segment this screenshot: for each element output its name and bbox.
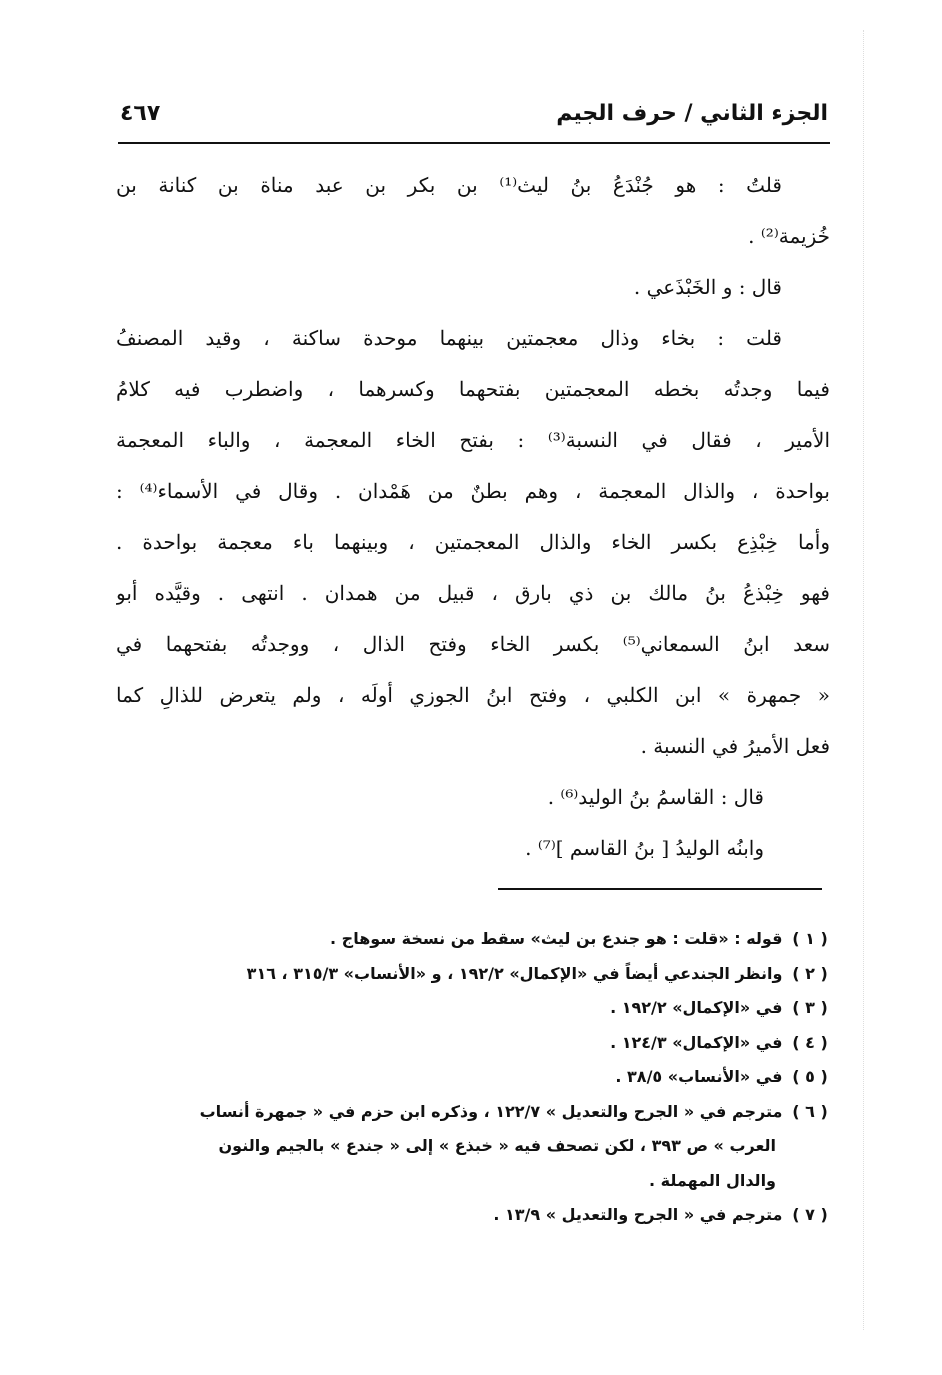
header-title: الجزء الثاني / حرف الجيم xyxy=(556,101,828,126)
text-line: قال : القاسمُ بنُ الوليد⁽⁶⁾ . xyxy=(547,785,764,809)
text-line: فهو خِبْذعُ بنُ مالك بن ذي بارق ، قبيل من همدان . انتهى . وقيَّده أبو xyxy=(116,581,830,605)
text-line: خُزيمة⁽²⁾ . xyxy=(748,224,830,248)
main-text xyxy=(116,160,830,874)
footnote-number: ( ٧ ) xyxy=(792,1205,828,1224)
footnote-text: في «الإكمال» ١٩٢/٢ . xyxy=(610,998,783,1017)
footnote xyxy=(116,1198,832,1233)
footnote xyxy=(116,922,832,957)
text-line: فيما وجدتُه بخطه المعجمتين بفتحهما وكسرهما ، واضطرب فيه كلامُ xyxy=(116,377,830,401)
text-line: قال : و الخَبْذَعي . xyxy=(633,275,782,299)
text-line: بواحدة ، والذال المعجمة ، وهم بطنٌ من هَمْدان . وقال في الأسماء⁽⁴⁾ : xyxy=(116,479,830,503)
footnote-text: وانظر الجندعي أيضاً في «الإكمال» ١٩٢/٢ ، و «الأنساب» ٣١٥/٣ ، ٣١٦ xyxy=(246,963,783,983)
footnote-text: قوله : «قلت : هو جندع بن ليث» سقط من نسخة سوهاج . xyxy=(330,929,783,948)
footnote-divider xyxy=(498,888,822,890)
footnote-number: ( ٥ ) xyxy=(792,1067,828,1086)
running-header xyxy=(118,96,828,136)
footnote-number: ( ٤ ) xyxy=(792,1032,828,1052)
footnote-number: ( ٣ ) xyxy=(792,998,828,1017)
text-line: قلتُ : هو جُنْدَعُ بنُ ليث⁽¹⁾ بن بكر بن عبد مناة بن كنانة بن xyxy=(116,173,782,197)
footnote xyxy=(116,1095,832,1130)
footnote-number: ( ٦ ) xyxy=(792,1101,828,1121)
footnote xyxy=(116,1060,832,1095)
footnote xyxy=(116,957,832,992)
footnote-text: في «الإكمال» ١٢٤/٣ . xyxy=(610,1032,783,1052)
footnote-continuation: العرب » ص ٣٩٣ ، لكن تصحف فيه « خبذع » إلى « جندع » بالجيم والنون xyxy=(218,1136,776,1155)
footnote-number: ( ٢ ) xyxy=(792,963,828,983)
text-line: سعد ابنُ السمعاني⁽⁵⁾ بكسر الخاء وفتح الذال ، ووجدتُه بفتحهما في xyxy=(116,632,830,656)
header-divider xyxy=(118,142,830,144)
text-line: « جمهرة » ابن الكلبي ، وفتح ابنُ الجوزي أولَه ، ولم يتعرض للذالِ كما xyxy=(116,683,830,707)
text-line: فعل الأميرُ في النسبة . xyxy=(640,734,830,758)
text-line: وابنُه الوليدُ [ بنُ القاسم ]⁽⁷⁾ . xyxy=(525,836,764,860)
footnote-number: ( ١ ) xyxy=(792,929,828,948)
text-line: قلت : بخاء وذال معجمتين بينهما موحدة ساكنة ، وقيد المصنفُ xyxy=(116,326,782,350)
text-line: الأمير ، فقال في النسبة⁽³⁾ : بفتح الخاء المعجمة ، والباء المعجمة xyxy=(116,428,830,452)
footnote-continuation: والدال المهملة . xyxy=(648,1170,776,1190)
footnote xyxy=(116,991,832,1026)
footnote-text: في «الأنساب» ٣٨/٥ . xyxy=(615,1067,783,1086)
page-edge-mark xyxy=(863,30,864,1330)
text-line: وأما خِبْذِع بكسر الخاء والذال المعجمتين ، وبينهما باء معجمة بواحدة . xyxy=(116,530,830,554)
footnote-text: مترجم في « الجرح والتعديل » ١٣/٩ . xyxy=(493,1205,783,1224)
footnote xyxy=(116,1026,832,1061)
page-number: ٤٦٧ xyxy=(120,101,161,126)
footnote-text: مترجم في « الجرح والتعديل » ١٢٢/٧ ، وذكره ابن حزم في « جمهرة أنساب xyxy=(199,1101,783,1121)
footnotes xyxy=(116,922,832,1233)
